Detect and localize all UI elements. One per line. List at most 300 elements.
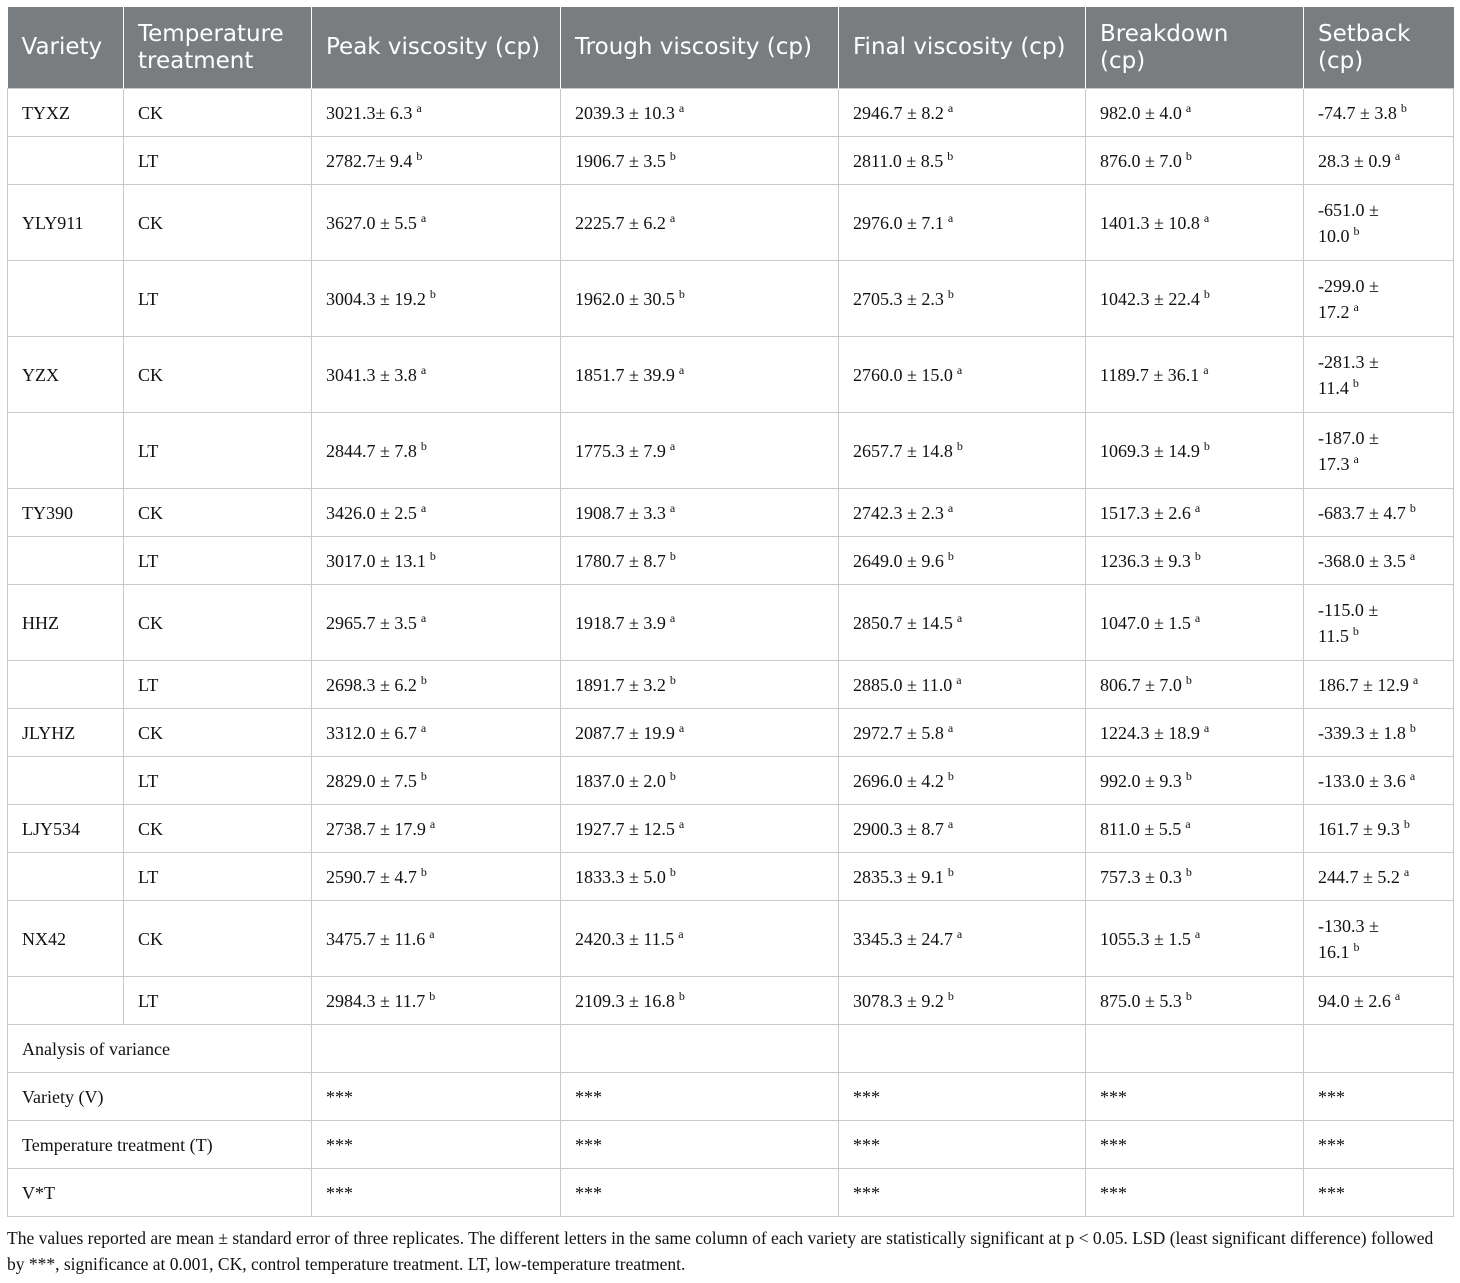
- cell-value: 1047.0 ± 1.5: [1100, 612, 1191, 633]
- significance-letter: a: [1409, 548, 1416, 563]
- cell-value: 1962.0 ± 30.5: [575, 288, 675, 309]
- anova-title: Analysis of variance: [8, 1025, 312, 1073]
- setback-cell: [1304, 901, 1454, 977]
- trough-viscosity-cell: [561, 413, 839, 489]
- trough-viscosity-cell: [561, 853, 839, 901]
- setback-cell: [1304, 337, 1454, 413]
- table-row: [8, 137, 1454, 185]
- treatment-cell: LT: [124, 661, 312, 709]
- significance-letter: b: [420, 672, 427, 687]
- significance-letter: b: [947, 768, 954, 783]
- significance-letter: a: [669, 210, 676, 225]
- significance-letter: b: [956, 438, 963, 453]
- trough-viscosity-cell: [561, 805, 839, 853]
- significance-letter: a: [669, 610, 676, 625]
- final-viscosity-cell: [839, 137, 1086, 185]
- trough-viscosity-cell: [561, 89, 839, 137]
- table-row: [8, 901, 1454, 977]
- table-row: [8, 337, 1454, 413]
- anova-factor-label: Temperature treatment (T): [8, 1121, 312, 1169]
- cell-value: 3021.3± 6.3: [326, 102, 413, 123]
- cell-value: 2742.3 ± 2.3: [853, 502, 944, 523]
- significance-letter: a: [1353, 299, 1359, 314]
- significance-letter: b: [429, 548, 436, 563]
- cell-value: 1401.3 ± 10.8: [1100, 212, 1200, 233]
- cell-value: 1851.7 ± 39.9: [575, 364, 675, 385]
- breakdown-cell: [1086, 585, 1304, 661]
- cell-value: 811.0 ± 5.5: [1100, 818, 1182, 839]
- header-peak-viscosity: Peak viscosity (cp): [312, 7, 561, 89]
- significance-letter: a: [947, 100, 954, 115]
- anova-significance: ***: [1086, 1121, 1304, 1169]
- table-row: [8, 489, 1454, 537]
- setback-cell: [1304, 805, 1454, 853]
- significance-letter: a: [429, 926, 435, 941]
- final-viscosity-cell: [839, 585, 1086, 661]
- variety-cell: LJY534: [8, 805, 124, 853]
- significance-letter: a: [1194, 610, 1201, 625]
- cell-value: 806.7 ± 7.0: [1100, 674, 1182, 695]
- significance-letter: b: [947, 988, 954, 1003]
- cell-value: 1837.0 ± 2.0: [575, 770, 666, 791]
- significance-letter: b: [420, 768, 427, 783]
- significance-letter: a: [947, 720, 954, 735]
- table-row: [8, 977, 1454, 1025]
- anova-significance: ***: [561, 1169, 839, 1217]
- treatment-cell: CK: [124, 901, 312, 977]
- cell-value: 3041.3 ± 3.8: [326, 364, 417, 385]
- significance-letter: a: [956, 610, 963, 625]
- final-viscosity-cell: [839, 853, 1086, 901]
- table-body: [8, 89, 1454, 1217]
- treatment-cell: LT: [124, 413, 312, 489]
- cell-value: 2696.0 ± 4.2: [853, 770, 944, 791]
- significance-letter: a: [420, 210, 427, 225]
- significance-letter: b: [669, 148, 676, 163]
- cell-value: -368.0 ± 3.5: [1318, 550, 1406, 571]
- significance-letter: a: [1403, 864, 1410, 879]
- significance-letter: a: [1203, 362, 1209, 377]
- cell-value: -115.0 ± 11.5: [1318, 599, 1379, 646]
- final-viscosity-cell: [839, 661, 1086, 709]
- table-row: [8, 89, 1454, 137]
- final-viscosity-cell: [839, 901, 1086, 977]
- variety-cell: TYXZ: [8, 89, 124, 137]
- breakdown-cell: [1086, 537, 1304, 585]
- anova-significance: ***: [561, 1121, 839, 1169]
- setback-cell: [1304, 585, 1454, 661]
- variety-cell: [8, 757, 124, 805]
- variety-cell: [8, 261, 124, 337]
- header-temperature-treatment: Temperature treatment: [124, 7, 312, 89]
- anova-significance: ***: [312, 1121, 561, 1169]
- table-row: [8, 853, 1454, 901]
- significance-letter: b: [420, 438, 427, 453]
- significance-letter: a: [420, 720, 427, 735]
- anova-significance: ***: [561, 1073, 839, 1121]
- final-viscosity-cell: [839, 261, 1086, 337]
- significance-letter: a: [1394, 148, 1401, 163]
- significance-letter: a: [1203, 720, 1210, 735]
- significance-letter: b: [678, 988, 685, 1003]
- treatment-cell: CK: [124, 585, 312, 661]
- peak-viscosity-cell: [312, 537, 561, 585]
- table-row: [8, 413, 1454, 489]
- significance-letter: b: [1185, 768, 1192, 783]
- cell-value: 2225.7 ± 6.2: [575, 212, 666, 233]
- empty-cell: [561, 1025, 839, 1073]
- anova-significance: ***: [839, 1169, 1086, 1217]
- header-variety: Variety: [8, 7, 124, 89]
- cell-value: 2900.3 ± 8.7: [853, 818, 944, 839]
- treatment-cell: CK: [124, 89, 312, 137]
- peak-viscosity-cell: [312, 661, 561, 709]
- trough-viscosity-cell: [561, 537, 839, 585]
- setback-cell: [1304, 709, 1454, 757]
- anova-significance: ***: [839, 1121, 1086, 1169]
- trough-viscosity-cell: [561, 661, 839, 709]
- cell-value: 2984.3 ± 11.7: [326, 990, 426, 1011]
- cell-value: 1224.3 ± 18.9: [1100, 722, 1200, 743]
- cell-value: 2738.7 ± 17.9: [326, 818, 426, 839]
- cell-value: 2976.0 ± 7.1: [853, 212, 944, 233]
- breakdown-cell: [1086, 805, 1304, 853]
- header-final-viscosity: Final viscosity (cp): [839, 7, 1086, 89]
- significance-letter: b: [1203, 438, 1210, 453]
- cell-value: 2657.7 ± 14.8: [853, 440, 953, 461]
- significance-letter: b: [1409, 500, 1416, 515]
- cell-value: 757.3 ± 0.3: [1100, 866, 1182, 887]
- treatment-cell: LT: [124, 537, 312, 585]
- cell-value: -651.0 ± 10.0: [1318, 199, 1379, 246]
- significance-letter: b: [1352, 375, 1359, 390]
- setback-cell: [1304, 185, 1454, 261]
- treatment-cell: LT: [124, 977, 312, 1025]
- setback-cell: [1304, 661, 1454, 709]
- significance-letter: a: [947, 816, 954, 831]
- cell-value: 2885.0 ± 11.0: [853, 674, 953, 695]
- cell-value: 3426.0 ± 2.5: [326, 502, 417, 523]
- cell-value: 3345.3 ± 24.7: [853, 928, 953, 949]
- significance-letter: b: [1409, 720, 1416, 735]
- breakdown-cell: [1086, 661, 1304, 709]
- significance-letter: a: [1353, 451, 1359, 466]
- cell-value: 28.3 ± 0.9: [1318, 150, 1391, 171]
- cell-value: 2782.7± 9.4: [326, 150, 413, 171]
- cell-value: 1775.3 ± 7.9: [575, 440, 666, 461]
- cell-value: 3017.0 ± 13.1: [326, 550, 426, 571]
- cell-value: 1908.7 ± 3.3: [575, 502, 666, 523]
- breakdown-cell: [1086, 757, 1304, 805]
- cell-value: 3004.3 ± 19.2: [326, 288, 426, 309]
- cell-value: 2965.7 ± 3.5: [326, 612, 417, 633]
- cell-value: 2649.0 ± 9.6: [853, 550, 944, 571]
- cell-value: 1906.7 ± 3.5: [575, 150, 666, 171]
- anova-row: [8, 1169, 1454, 1217]
- final-viscosity-cell: [839, 185, 1086, 261]
- final-viscosity-cell: [839, 413, 1086, 489]
- significance-letter: a: [1185, 100, 1192, 115]
- breakdown-cell: [1086, 89, 1304, 137]
- anova-significance: ***: [839, 1073, 1086, 1121]
- significance-letter: b: [669, 672, 676, 687]
- cell-value: 1042.3 ± 22.4: [1100, 288, 1200, 309]
- variety-cell: [8, 661, 124, 709]
- cell-value: 2109.3 ± 16.8: [575, 990, 675, 1011]
- cell-value: -299.0 ± 17.2: [1318, 275, 1379, 322]
- significance-letter: a: [678, 926, 684, 941]
- significance-letter: b: [1185, 988, 1192, 1003]
- trough-viscosity-cell: [561, 261, 839, 337]
- table-row: [8, 805, 1454, 853]
- anova-significance: ***: [1086, 1169, 1304, 1217]
- table-row: [8, 585, 1454, 661]
- cell-value: 2844.7 ± 7.8: [326, 440, 417, 461]
- significance-letter: a: [420, 610, 427, 625]
- anova-significance: ***: [312, 1073, 561, 1121]
- final-viscosity-cell: [839, 709, 1086, 757]
- cell-value: 1891.7 ± 3.2: [575, 674, 666, 695]
- final-viscosity-cell: [839, 489, 1086, 537]
- anova-row: [8, 1073, 1454, 1121]
- significance-letter: a: [429, 816, 436, 831]
- header-row: [8, 7, 1454, 89]
- table-row: [8, 709, 1454, 757]
- breakdown-cell: [1086, 137, 1304, 185]
- variety-cell: [8, 413, 124, 489]
- significance-letter: b: [429, 988, 436, 1003]
- cell-value: 2039.3 ± 10.3: [575, 102, 675, 123]
- empty-cell: [1304, 1025, 1454, 1073]
- breakdown-cell: [1086, 853, 1304, 901]
- final-viscosity-cell: [839, 89, 1086, 137]
- header-breakdown: Breakdown (cp): [1086, 7, 1304, 89]
- cell-value: 2835.3 ± 9.1: [853, 866, 944, 887]
- cell-value: 1069.3 ± 14.9: [1100, 440, 1200, 461]
- cell-value: 2420.3 ± 11.5: [575, 928, 675, 949]
- cell-value: 2972.7 ± 5.8: [853, 722, 944, 743]
- viscosity-table: [7, 7, 1454, 1217]
- cell-value: 161.7 ± 9.3: [1318, 818, 1400, 839]
- table-row: [8, 185, 1454, 261]
- empty-cell: [1086, 1025, 1304, 1073]
- significance-letter: b: [669, 768, 676, 783]
- significance-letter: a: [956, 362, 963, 377]
- cell-value: 3627.0 ± 5.5: [326, 212, 417, 233]
- treatment-cell: CK: [124, 185, 312, 261]
- breakdown-cell: [1086, 337, 1304, 413]
- table-container: [7, 7, 1453, 1217]
- cell-value: 2705.3 ± 2.3: [853, 288, 944, 309]
- final-viscosity-cell: [839, 757, 1086, 805]
- cell-value: 982.0 ± 4.0: [1100, 102, 1182, 123]
- final-viscosity-cell: [839, 977, 1086, 1025]
- significance-letter: a: [947, 500, 954, 515]
- cell-value: 1236.3 ± 9.3: [1100, 550, 1191, 571]
- significance-letter: b: [947, 148, 954, 163]
- significance-letter: a: [1185, 816, 1191, 831]
- cell-value: 94.0 ± 2.6: [1318, 990, 1391, 1011]
- anova-significance: ***: [1086, 1073, 1304, 1121]
- significance-letter: b: [669, 548, 676, 563]
- anova-factor-label: Variety (V): [8, 1073, 312, 1121]
- breakdown-cell: [1086, 413, 1304, 489]
- significance-letter: b: [1185, 148, 1192, 163]
- significance-letter: a: [669, 438, 676, 453]
- significance-letter: a: [1194, 500, 1201, 515]
- setback-cell: [1304, 489, 1454, 537]
- variety-cell: YZX: [8, 337, 124, 413]
- empty-cell: [312, 1025, 561, 1073]
- breakdown-cell: [1086, 185, 1304, 261]
- peak-viscosity-cell: [312, 901, 561, 977]
- variety-cell: [8, 537, 124, 585]
- cell-value: 2829.0 ± 7.5: [326, 770, 417, 791]
- cell-value: 1918.7 ± 3.9: [575, 612, 666, 633]
- cell-value: -133.0 ± 3.6: [1318, 770, 1406, 791]
- final-viscosity-cell: [839, 537, 1086, 585]
- cell-value: -187.0 ± 17.3: [1318, 427, 1379, 474]
- significance-letter: b: [1203, 286, 1210, 301]
- anova-title-row: [8, 1025, 1454, 1073]
- cell-value: 2698.3 ± 6.2: [326, 674, 417, 695]
- cell-value: 2946.7 ± 8.2: [853, 102, 944, 123]
- trough-viscosity-cell: [561, 977, 839, 1025]
- header-setback: Setback (cp): [1304, 7, 1454, 89]
- cell-value: 1055.3 ± 1.5: [1100, 928, 1191, 949]
- anova-factor-label: V*T: [8, 1169, 312, 1217]
- treatment-cell: CK: [124, 489, 312, 537]
- significance-letter: a: [420, 500, 427, 515]
- breakdown-cell: [1086, 901, 1304, 977]
- cell-value: -683.7 ± 4.7: [1318, 502, 1406, 523]
- peak-viscosity-cell: [312, 137, 561, 185]
- cell-value: 1780.7 ± 8.7: [575, 550, 666, 571]
- cell-value: 1189.7 ± 36.1: [1100, 364, 1200, 385]
- significance-letter: b: [947, 286, 954, 301]
- cell-value: 1927.7 ± 12.5: [575, 818, 675, 839]
- final-viscosity-cell: [839, 805, 1086, 853]
- significance-letter: b: [1185, 672, 1192, 687]
- variety-cell: [8, 137, 124, 185]
- variety-cell: TY390: [8, 489, 124, 537]
- setback-cell: [1304, 757, 1454, 805]
- peak-viscosity-cell: [312, 89, 561, 137]
- significance-letter: b: [1403, 816, 1410, 831]
- trough-viscosity-cell: [561, 489, 839, 537]
- breakdown-cell: [1086, 261, 1304, 337]
- cell-value: 875.0 ± 5.3: [1100, 990, 1182, 1011]
- significance-letter: b: [1352, 623, 1359, 638]
- cell-value: 876.0 ± 7.0: [1100, 150, 1182, 171]
- final-viscosity-cell: [839, 337, 1086, 413]
- empty-cell: [839, 1025, 1086, 1073]
- variety-cell: NX42: [8, 901, 124, 977]
- trough-viscosity-cell: [561, 585, 839, 661]
- significance-letter: a: [947, 210, 954, 225]
- peak-viscosity-cell: [312, 489, 561, 537]
- anova-significance: ***: [1304, 1073, 1454, 1121]
- trough-viscosity-cell: [561, 901, 839, 977]
- setback-cell: [1304, 413, 1454, 489]
- cell-value: 2850.7 ± 14.5: [853, 612, 953, 633]
- significance-letter: b: [678, 286, 685, 301]
- trough-viscosity-cell: [561, 709, 839, 757]
- table-footnote: The values reported are mean ± standard error of three replicates. The different letters in the same column of each variety are statistically significant at p < 0.05. LSD (least significant difference) followed by ***, significance at 0.001, CK, control temperature treatment. LT, low-temperature treatment.: [7, 1228, 1434, 1274]
- breakdown-cell: [1086, 489, 1304, 537]
- significance-letter: b: [416, 148, 423, 163]
- significance-letter: b: [947, 548, 954, 563]
- anova-significance: ***: [1304, 1121, 1454, 1169]
- variety-cell: YLY911: [8, 185, 124, 261]
- treatment-cell: LT: [124, 261, 312, 337]
- significance-letter: b: [429, 286, 436, 301]
- setback-cell: [1304, 977, 1454, 1025]
- setback-cell: [1304, 89, 1454, 137]
- peak-viscosity-cell: [312, 853, 561, 901]
- anova-significance: ***: [1304, 1169, 1454, 1217]
- significance-letter: a: [956, 672, 962, 687]
- significance-letter: a: [1203, 210, 1210, 225]
- treatment-cell: LT: [124, 853, 312, 901]
- table-row: [8, 537, 1454, 585]
- peak-viscosity-cell: [312, 261, 561, 337]
- significance-letter: b: [1353, 223, 1360, 238]
- peak-viscosity-cell: [312, 585, 561, 661]
- treatment-cell: LT: [124, 137, 312, 185]
- peak-viscosity-cell: [312, 805, 561, 853]
- cell-value: 2590.7 ± 4.7: [326, 866, 417, 887]
- peak-viscosity-cell: [312, 709, 561, 757]
- setback-cell: [1304, 261, 1454, 337]
- cell-value: 992.0 ± 9.3: [1100, 770, 1182, 791]
- significance-letter: b: [1194, 548, 1201, 563]
- cell-value: 3475.7 ± 11.6: [326, 928, 426, 949]
- breakdown-cell: [1086, 709, 1304, 757]
- cell-value: 3312.0 ± 6.7: [326, 722, 417, 743]
- table-row: [8, 661, 1454, 709]
- significance-letter: a: [416, 100, 422, 115]
- significance-letter: b: [669, 864, 676, 879]
- significance-letter: a: [956, 926, 963, 941]
- trough-viscosity-cell: [561, 337, 839, 413]
- trough-viscosity-cell: [561, 757, 839, 805]
- significance-letter: b: [947, 864, 954, 879]
- peak-viscosity-cell: [312, 413, 561, 489]
- cell-value: 244.7 ± 5.2: [1318, 866, 1400, 887]
- significance-letter: a: [669, 500, 676, 515]
- significance-letter: a: [1412, 672, 1419, 687]
- setback-cell: [1304, 537, 1454, 585]
- header-trough-viscosity: Trough viscosity (cp): [561, 7, 839, 89]
- cell-value: -281.3 ± 11.4: [1318, 351, 1379, 398]
- table-row: [8, 757, 1454, 805]
- anova-row: [8, 1121, 1454, 1169]
- treatment-cell: CK: [124, 805, 312, 853]
- significance-letter: a: [1194, 926, 1201, 941]
- cell-value: -74.7 ± 3.8: [1318, 102, 1397, 123]
- trough-viscosity-cell: [561, 137, 839, 185]
- variety-cell: JLYHZ: [8, 709, 124, 757]
- significance-letter: b: [420, 864, 427, 879]
- significance-letter: a: [678, 362, 685, 377]
- significance-letter: a: [678, 100, 685, 115]
- variety-cell: [8, 977, 124, 1025]
- significance-letter: a: [678, 816, 685, 831]
- cell-value: -130.3 ± 16.1: [1318, 915, 1379, 962]
- cell-value: 2760.0 ± 15.0: [853, 364, 953, 385]
- cell-value: 1833.3 ± 5.0: [575, 866, 666, 887]
